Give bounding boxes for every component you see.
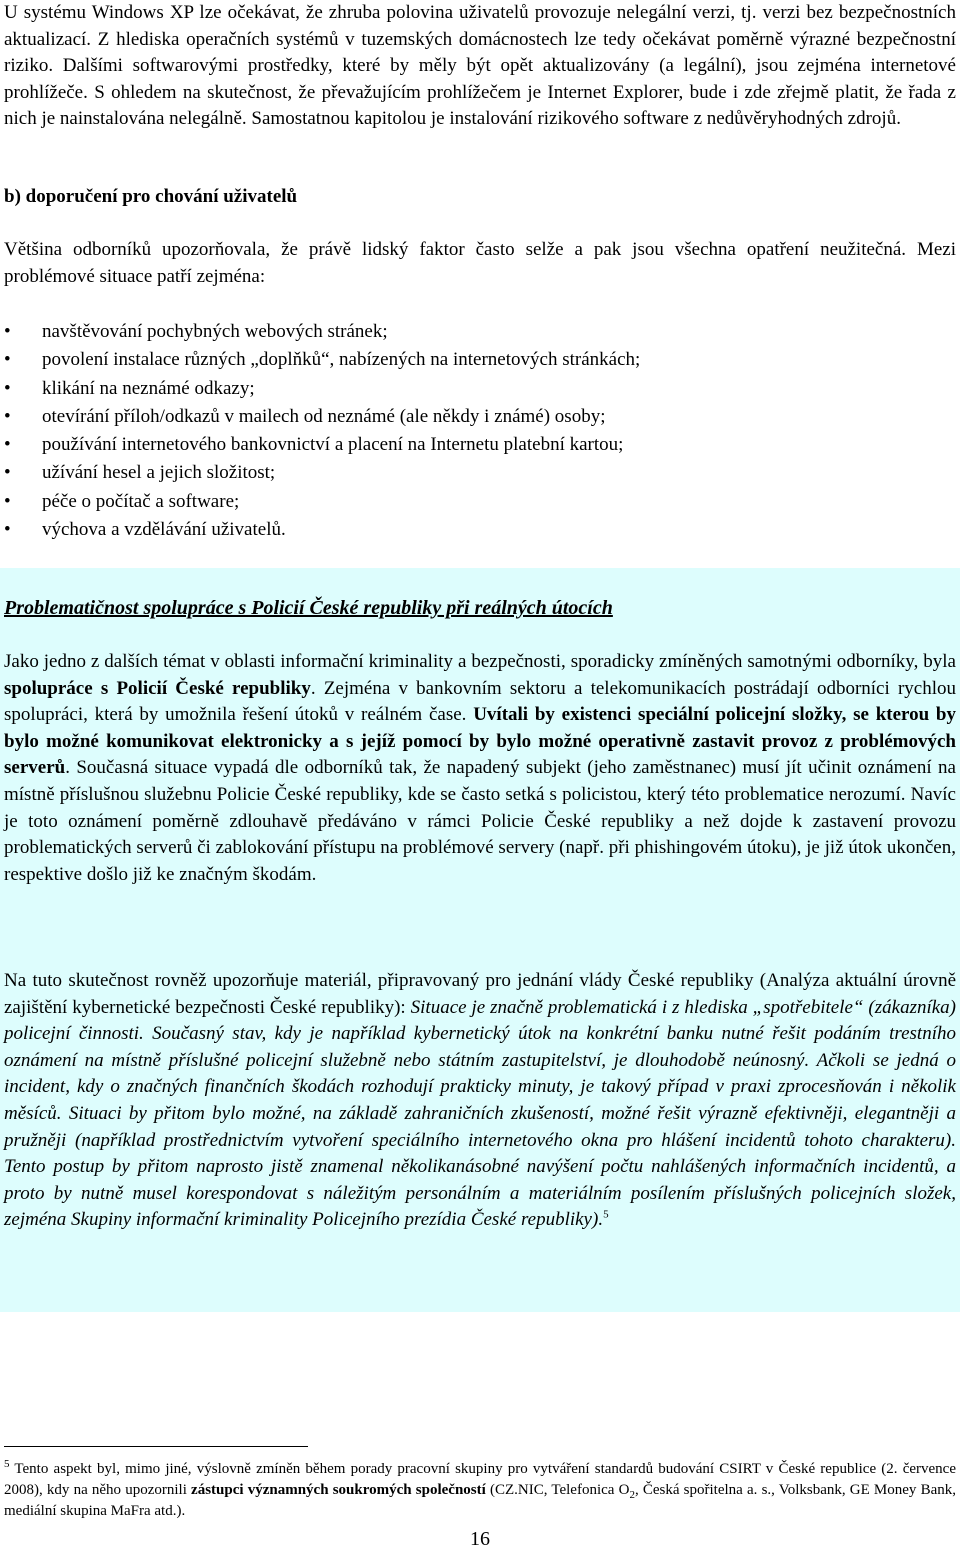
list-item: • používání internetového bankovnictví a placení na Internetu platební kartou;: [0, 431, 950, 459]
paragraph-police-cooperation: [4, 649, 956, 888]
text-run: Jako jedno z dalších témat v oblasti informační kriminality a bezpečnosti, sporadicky zmíněných samotnými odborníky, byla: [4, 651, 956, 672]
paragraph-government-analysis: [4, 968, 956, 1234]
list-item: • klikání na neznámé odkazy;: [0, 375, 950, 403]
paragraph-human-factor: Většina odborníků upozorňovala, že právě lidský faktor často selže a pak jsou všechna opatření neužitečná. Mezi problémové situace patří zejména:: [4, 239, 956, 287]
bold-run: Uvítali by existenci speciální policejní složky, se kterou by bylo možné komunikovat elektronicky a s jejíž pomocí by bylo možné operativně zastavit provoz z problémových serverů: [4, 704, 957, 779]
list-item: • otevírání příloh/odkazů v mailech od neznámé (ale někdy i známé) osoby;: [0, 403, 950, 431]
section-title-police-cooperation: Problematičnost spolupráce s Policií České republiky při reálných útocích: [4, 597, 613, 619]
text-run: Tento aspekt byl, mimo jiné, výslovně zmíněn během porady pracovní skupiny pro vytváření standardů budování CSIRT v České republice (2. července 2008), kdy na něho upozornili: [4, 1461, 956, 1498]
footnote-separator: [4, 1446, 308, 1447]
paragraph-windows-xp: U systému Windows XP lze očekávat, že zhruba polovina uživatelů provozuje nelegální verzi, tj. verzi bez bezpečnostních aktualizací. Z hlediska operačních systémů v tuzemských domácnostech lze tedy očekávat poměrně výrazné bezpečnostní riziko. Dalšími softwarovými prostředky, které by měly být opět aktualizovány (a legální), jsou zejména internetové prohlížeče. S ohledem na skutečnost, že převažujícím prohlížečem je Internet Explorer, bude i zde zřejmě platit, že řada z nich je nainstalována nelegálně. Samostatnou kapitolou je instalování rizikového software z nedůvěryhodných zdrojů.: [4, 2, 956, 130]
list-item: • užívání hesel a jejich složitost;: [0, 459, 950, 487]
text-run: Na tuto skutečnost rovněž upozorňuje materiál, připravovaný pro jednání vlády České republiky (Analýza aktuální úrovně zajištění kybernetické bezpečnosti České republiky):: [4, 970, 956, 1018]
text-run: , Česká spořitelna a. s., Volksbank, GE Money Bank, mediální skupina MaFra atd.).: [4, 1482, 957, 1519]
text-run: . Současná situace vypadá dle odborníků tak, že napadený subjekt (jeho zaměstnanec) musí jít učinit oznámení na místně příslušnou služebnu Policie České republiky, kde se často setká s policistou, který této problematice nerozumí. Navíc je toto oznámení poměrně zdlouhavě předáváno v rámci Policie České republiky a než dojde k zastavení provozu problematických serverů či zablokování přístupu na problémové servery (např. při phishingovém útoku), je již útok ukončen, respektive došlo již ke značným škodám.: [4, 757, 956, 885]
page-number: 16: [470, 1528, 490, 1550]
footnote-reference: 5: [603, 1209, 609, 1222]
bold-run: zástupci významných soukromých společností: [191, 1482, 486, 1498]
italic-quote: Situace je značně problematická i z hlediska „spotřebitele“ (zákazníka) policejní činnosti. Současný stav, kdy je například kybernetický útok na konkrétní banku nutné řešit podáním trestního oznámení na místně příslušné policejní služebně nebo státním zastupitelství, je dlouhodobě neúnosný. Ačkoli se jedná o incident, kdy o značných finančních škodách rozhodují prakticky minuty, je takový případ v praxi zprocesňován i několik měsíců. Situaci by přitom bylo možné, na základě zahraničních zkušeností, možné řešit výrazně efektivněji, elegantněji a pružněji (například prostřednictvím vytvoření speciálního internetového okna pro hlášení incidentů tohoto charakteru). Tento postup by přitom naprosto jistě znamenal několikanásobné navýšení počtu nahlášených informačních incidentů, a proto by nutně musel korespondovat s náležitým personálním a materiálním posílením příslušných policejních složek, zejména Skupiny informační kriminality Policejního prezídia České republiky).: [4, 996, 957, 1231]
text-run: . Zejména v bankovním sektoru a telekomunikacích postrádají odborníci rychlou spolupráci, která by umožnila řešení útoků v reálném čase.: [4, 677, 956, 726]
footnote-number: 5: [4, 1458, 10, 1470]
list-item: • péče o počítač a software;: [0, 488, 950, 516]
list-item: • povolení instalace různých „doplňků“, nabízených na internetových stránkách;: [0, 346, 950, 374]
list-item: • výchova a vzdělávání uživatelů.: [0, 516, 950, 544]
list-item: • navštěvování pochybných webových stránek;: [0, 318, 950, 346]
text-run: (CZ.NIC, Telefonica O: [485, 1482, 630, 1498]
problem-situations-list: [0, 318, 950, 544]
footnote: [4, 1459, 956, 1522]
bold-run: spolupráce s Policií České republiky: [4, 677, 311, 699]
heading-user-recommendations: b) doporučení pro chování uživatelů: [4, 186, 298, 207]
subscript: 2: [629, 1489, 635, 1501]
